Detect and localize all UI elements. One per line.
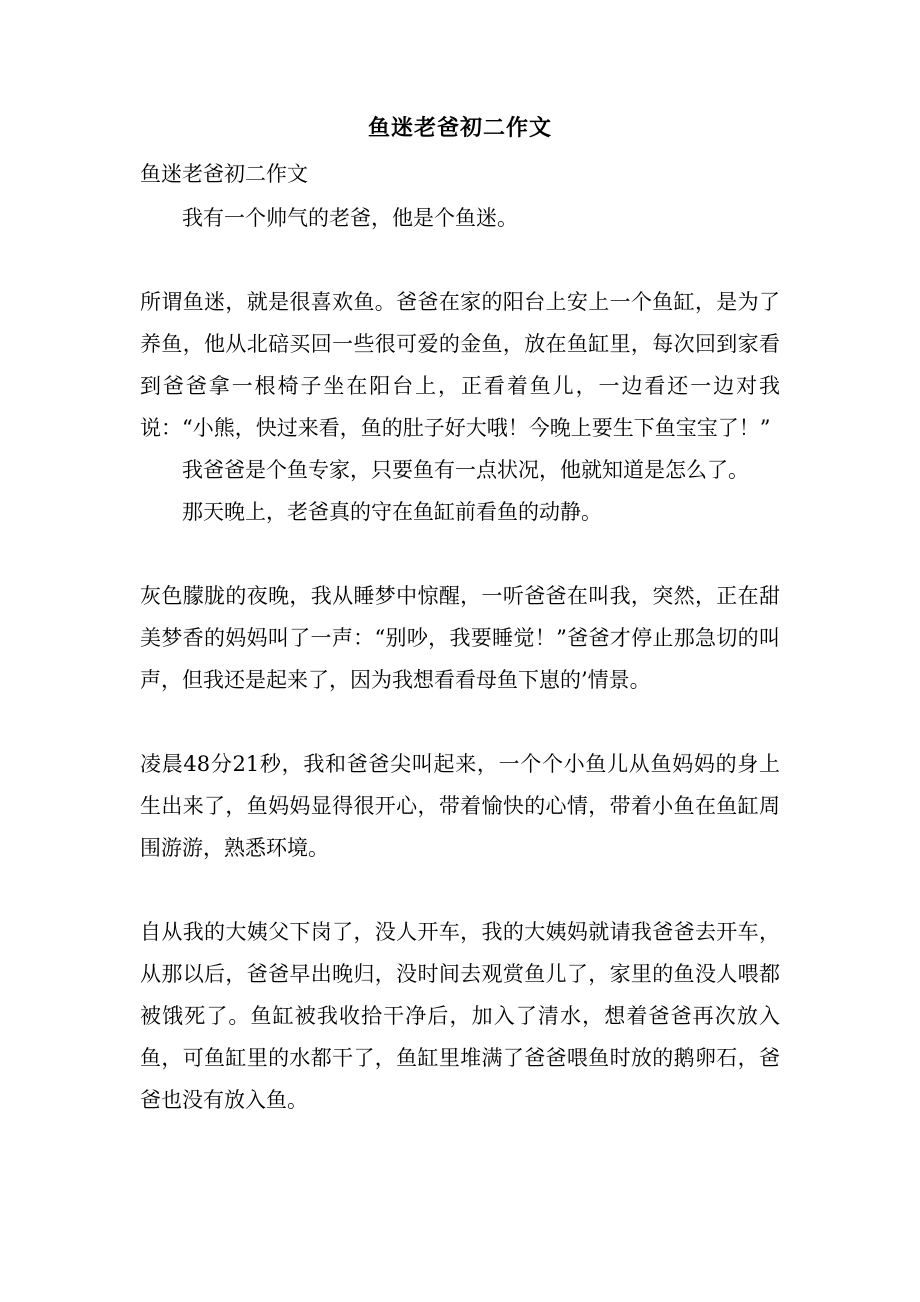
paragraph-2: 所谓鱼迷，就是很喜欢鱼。爸爸在家的阳台上安上一个鱼缸，是为了养鱼，他从北碚买回一些很可爱的金鱼，放在鱼缸里，每次回到家看到爸爸拿一根椅子坐在阳台上，正看着鱼儿，一边看还一边对我说：“小熊，快过来看，鱼的肚子好大哦！今晚上要生下鱼宝宝了！” [140,290,780,440]
paragraph-3: 我爸爸是个鱼专家，只要鱼有一点状况，他就知道是怎么了。 [182,458,749,482]
document-body [140,197,780,1121]
paragraph-5: 灰色朦胧的夜晚，我从睡梦中惊醒，一听爸爸在叫我，突然，正在甜美梦香的妈妈叫了一声：“别吵，我要睡觉！”爸爸才停止那急切的叫声，但我还是起来了，因为我想看看母鱼下崽的’情景。 [140,584,780,692]
paragraph-4: 那天晚上，老爸真的守在鱼缸前看鱼的动静。 [182,500,602,524]
paragraph-7: 自从我的大姨父下岗了，没人开车，我的大姨妈就请我爸爸去开车，从那以后，爸爸早出晚归，没时间去观赏鱼儿了，家里的鱼没人喂都被饿死了。鱼缸被我收拾干净后，加入了清水，想着爸爸再次放入鱼，可鱼缸里的水都干了，鱼缸里堆满了爸爸喂鱼时放的鹅卵石，爸爸也没有放入鱼。 [140,920,780,1112]
paragraph-6: 凌晨48分21秒，我和爸爸尖叫起来，一个个小鱼儿从鱼妈妈的身上生出来了，鱼妈妈显得很开心，带着愉快的心情，带着小鱼在鱼缸周围游游，熟悉环境。 [140,752,780,860]
document-title: 鱼迷老爸初二作文 [367,115,552,141]
document-subtitle: 鱼迷老爸初二作文 [140,162,308,186]
paragraph-1: 我有一个帅气的老爸，他是个鱼迷。 [182,206,518,230]
